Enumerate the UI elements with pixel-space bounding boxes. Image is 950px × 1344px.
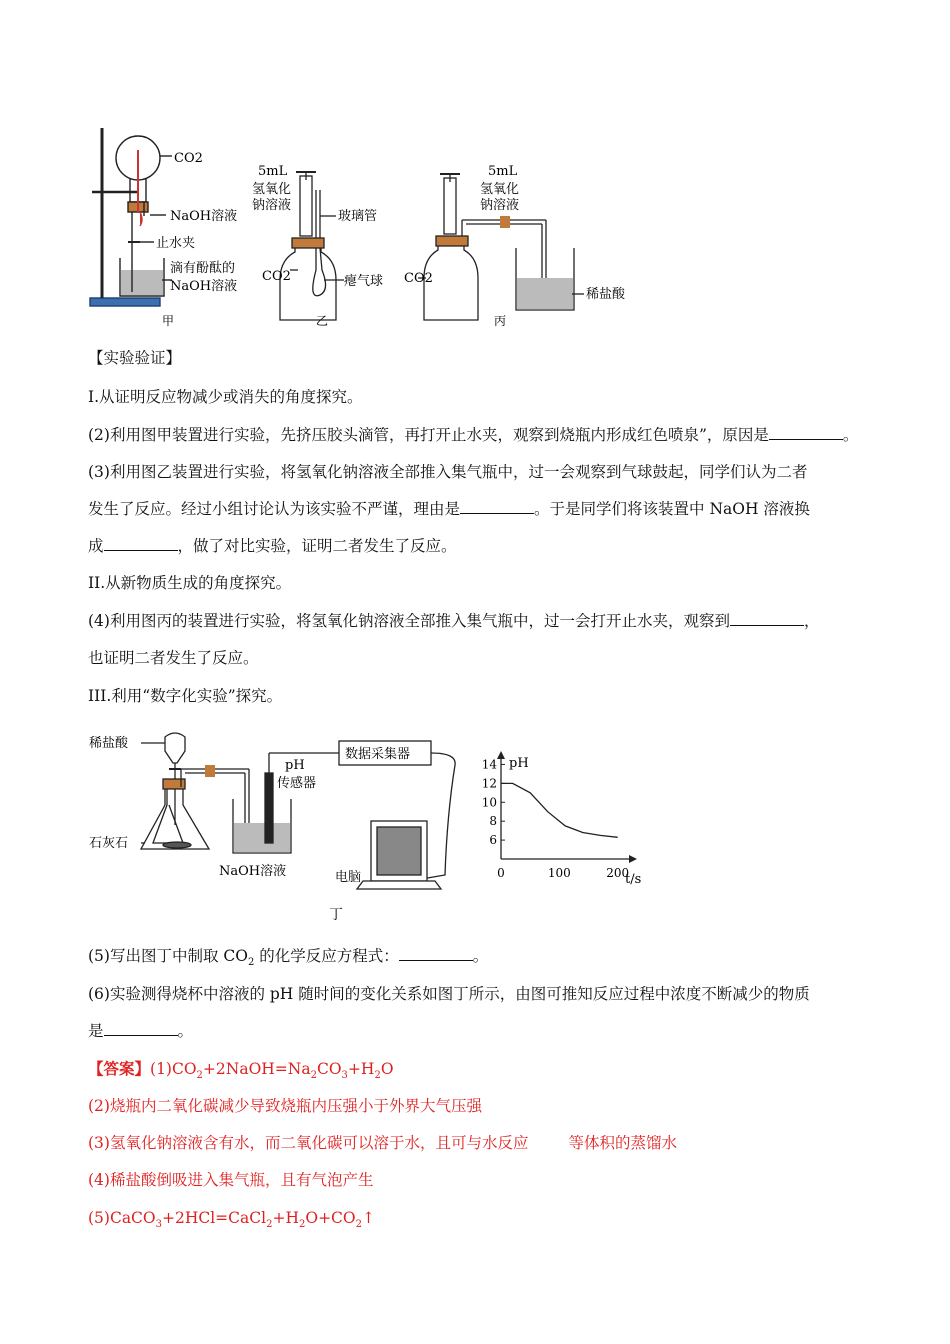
question-6-line-1: (6)实验测得烧杯中溶液的 pH 随时间的变化关系如图丁所示，由图可推知反应过程中浓度不断减少的物质 [88,985,810,1003]
question-3-line-2-a: 发生了反应。经过小组讨论认为该实验不严谨，理由是 [88,500,461,518]
question-3-line-1: (3)利用图乙装置进行实验，将氢氧化钠溶液全部推入集气瓶中，过一会观察到气球鼓起，同学们认为二者 [88,463,808,481]
answer-5-sub: 2 [298,1219,306,1231]
yi-glass-tube-label: 玻璃管 [338,209,378,224]
y-tick-label: 12 [481,776,497,791]
part-ii-heading: II.从新物质生成的角度探究。 [88,574,292,592]
answer-1-sub: 3 [341,1070,348,1082]
question-4-line-2: 也证明二者发生了反应。 [88,649,259,667]
part-iii-heading: III.利用“数字化实验”探究。 [88,687,283,705]
y-tick-label: 14 [481,757,497,772]
question-3-line-3 [88,536,457,556]
ph-chart [482,751,642,887]
figure-apparatus-ding [85,725,665,935]
question-3-line-3-a: 成 [88,537,104,555]
jia-phenol-label-1: 滴有酚酞的 [170,261,236,276]
question-5-a: (5)写出图丁中制取 CO [88,947,248,965]
answer-2: (2)烧瓶内二氧化碳减少导致烧瓶内压强小于外界大气压强 [88,1097,482,1115]
question-4-line-1-end: ， [803,612,820,630]
answer-1-part: O [380,1060,394,1078]
ding-naoh-label: NaOH溶液 [219,864,287,879]
answer-blank [769,425,843,440]
answer-3-b: 等体积的蒸馏水 [568,1134,677,1152]
yi-naoh-label-2: 钠溶液 [252,198,292,213]
bing-co2-label: CO2 [404,271,433,286]
answer-1-sub: 2 [310,1070,317,1082]
question-4-line-1-text: (4)利用图丙的装置进行实验，将氢氧化钠溶液全部推入集气瓶中，过一会打开止水夹，观察到 [88,612,730,630]
yi-volume-label: 5mL [258,164,288,179]
yi-balloon-label: 瘪气球 [344,274,384,289]
answer-1-sub: 2 [374,1070,381,1082]
answer-5-sub: 2 [266,1219,273,1231]
answer-5 [88,1208,375,1235]
answer-5-part: +H [272,1209,299,1227]
answer-5-sub: 2 [355,1219,362,1231]
question-5-end: 。 [472,947,489,965]
y-tick-label: 8 [489,814,497,829]
answer-1-sub: 2 [196,1070,203,1082]
question-5-sub: 2 [247,957,255,969]
ph-series-line [501,783,618,837]
answer-blank [399,946,473,961]
y-tick-label: 10 [481,795,497,810]
section-title: 【实验验证】 [88,349,182,367]
answer-blank [460,499,534,514]
answer-blank [104,536,178,551]
ding-computer-label: 电脑 [335,870,362,885]
ding-hcl-label: 稀盐酸 [89,736,129,751]
answer-1-part: +2NaOH=Na [202,1060,311,1078]
question-2-end: 。 [842,426,859,444]
question-3-line-3-b: ，做了对比实验，证明二者发生了反应。 [177,537,457,555]
answer-5-sub: 3 [155,1219,162,1231]
y-axis-label: pH [509,756,529,771]
answer-1-part: +H [347,1060,375,1078]
question-3-line-2 [88,499,810,519]
ding-ph-label: pH [285,758,305,773]
jia-naoh-label: NaOH溶液 [170,209,238,224]
answer-label: 【答案】 [88,1059,151,1078]
question-6-line-2-a: 是 [88,1022,104,1040]
question-6-line-2 [88,1021,193,1041]
answer-4: (4)稀盐酸倒吸进入集气瓶，且有气泡产生 [88,1171,374,1189]
jia-clamp-label: 止水夹 [156,236,196,251]
question-2-text: (2)利用图甲装置进行实验，先挤压胶头滴管，再打开止水夹，观察到烧瓶内形成红色喷泉”，原因是 [88,426,769,444]
figure-apparatus-jia-yi-bing [80,120,640,335]
question-5-b: 的化学反应方程式： [254,947,399,965]
bing-naoh-label-2: 钠溶液 [480,198,520,213]
answer-5-part: O+CO [305,1209,356,1227]
ding-collector-label: 数据采集器 [345,747,411,762]
bing-hcl-label: 稀盐酸 [586,287,626,302]
yi-naoh-label-1: 氢氧化 [252,182,292,197]
x-tick-label: 200 [606,866,630,880]
answer-blank [104,1021,178,1036]
answer-5-part: ↑ [362,1209,375,1227]
jia-co2-label: CO2 [174,151,203,166]
answer-1 [88,1059,394,1086]
bing-naoh-label-1: 氢氧化 [480,182,520,197]
x-tick-label: 100 [547,866,571,880]
answer-3 [88,1133,677,1153]
answer-blank [730,611,804,626]
answer-5-part: (5)CaCO [88,1209,156,1227]
answer-1-part: CO [316,1060,342,1078]
caption-ding: 丁 [329,907,343,923]
caption-jia: 甲 [162,314,175,328]
part-i-heading: I.从证明反应物减少或消失的角度探究。 [88,388,363,406]
ding-sensor-label: 传感器 [277,776,317,791]
x-axis-label: t/s [625,872,642,887]
ding-limestone-label: 石灰石 [89,836,129,851]
question-6-line-2-b: 。 [177,1022,194,1040]
x-tick-label: 0 [497,866,505,880]
yi-co2-label: CO2 [262,269,291,284]
answer-5-part: +2HCl=CaCl [162,1209,267,1227]
question-3-line-2-b: 。于是同学们将该装置中 NaOH 溶液换 [534,500,810,518]
bing-volume-label: 5mL [488,164,518,179]
caption-bing: 丙 [494,314,507,328]
answer-1-part: (1)CO [150,1060,197,1078]
question-4-line-1 [88,611,819,631]
y-axis-arrow [497,751,505,759]
x-axis-arrow [629,855,637,863]
question-2 [88,425,858,445]
y-tick-label: 6 [489,833,497,848]
jia-phenol-label-2: NaOH溶液 [170,279,238,294]
caption-yi: 乙 [316,314,329,328]
question-5 [88,946,488,973]
answer-3-a: (3)氢氧化钠溶液含有水，而二氧化碳可以溶于水，且可与水反应 [88,1134,529,1152]
